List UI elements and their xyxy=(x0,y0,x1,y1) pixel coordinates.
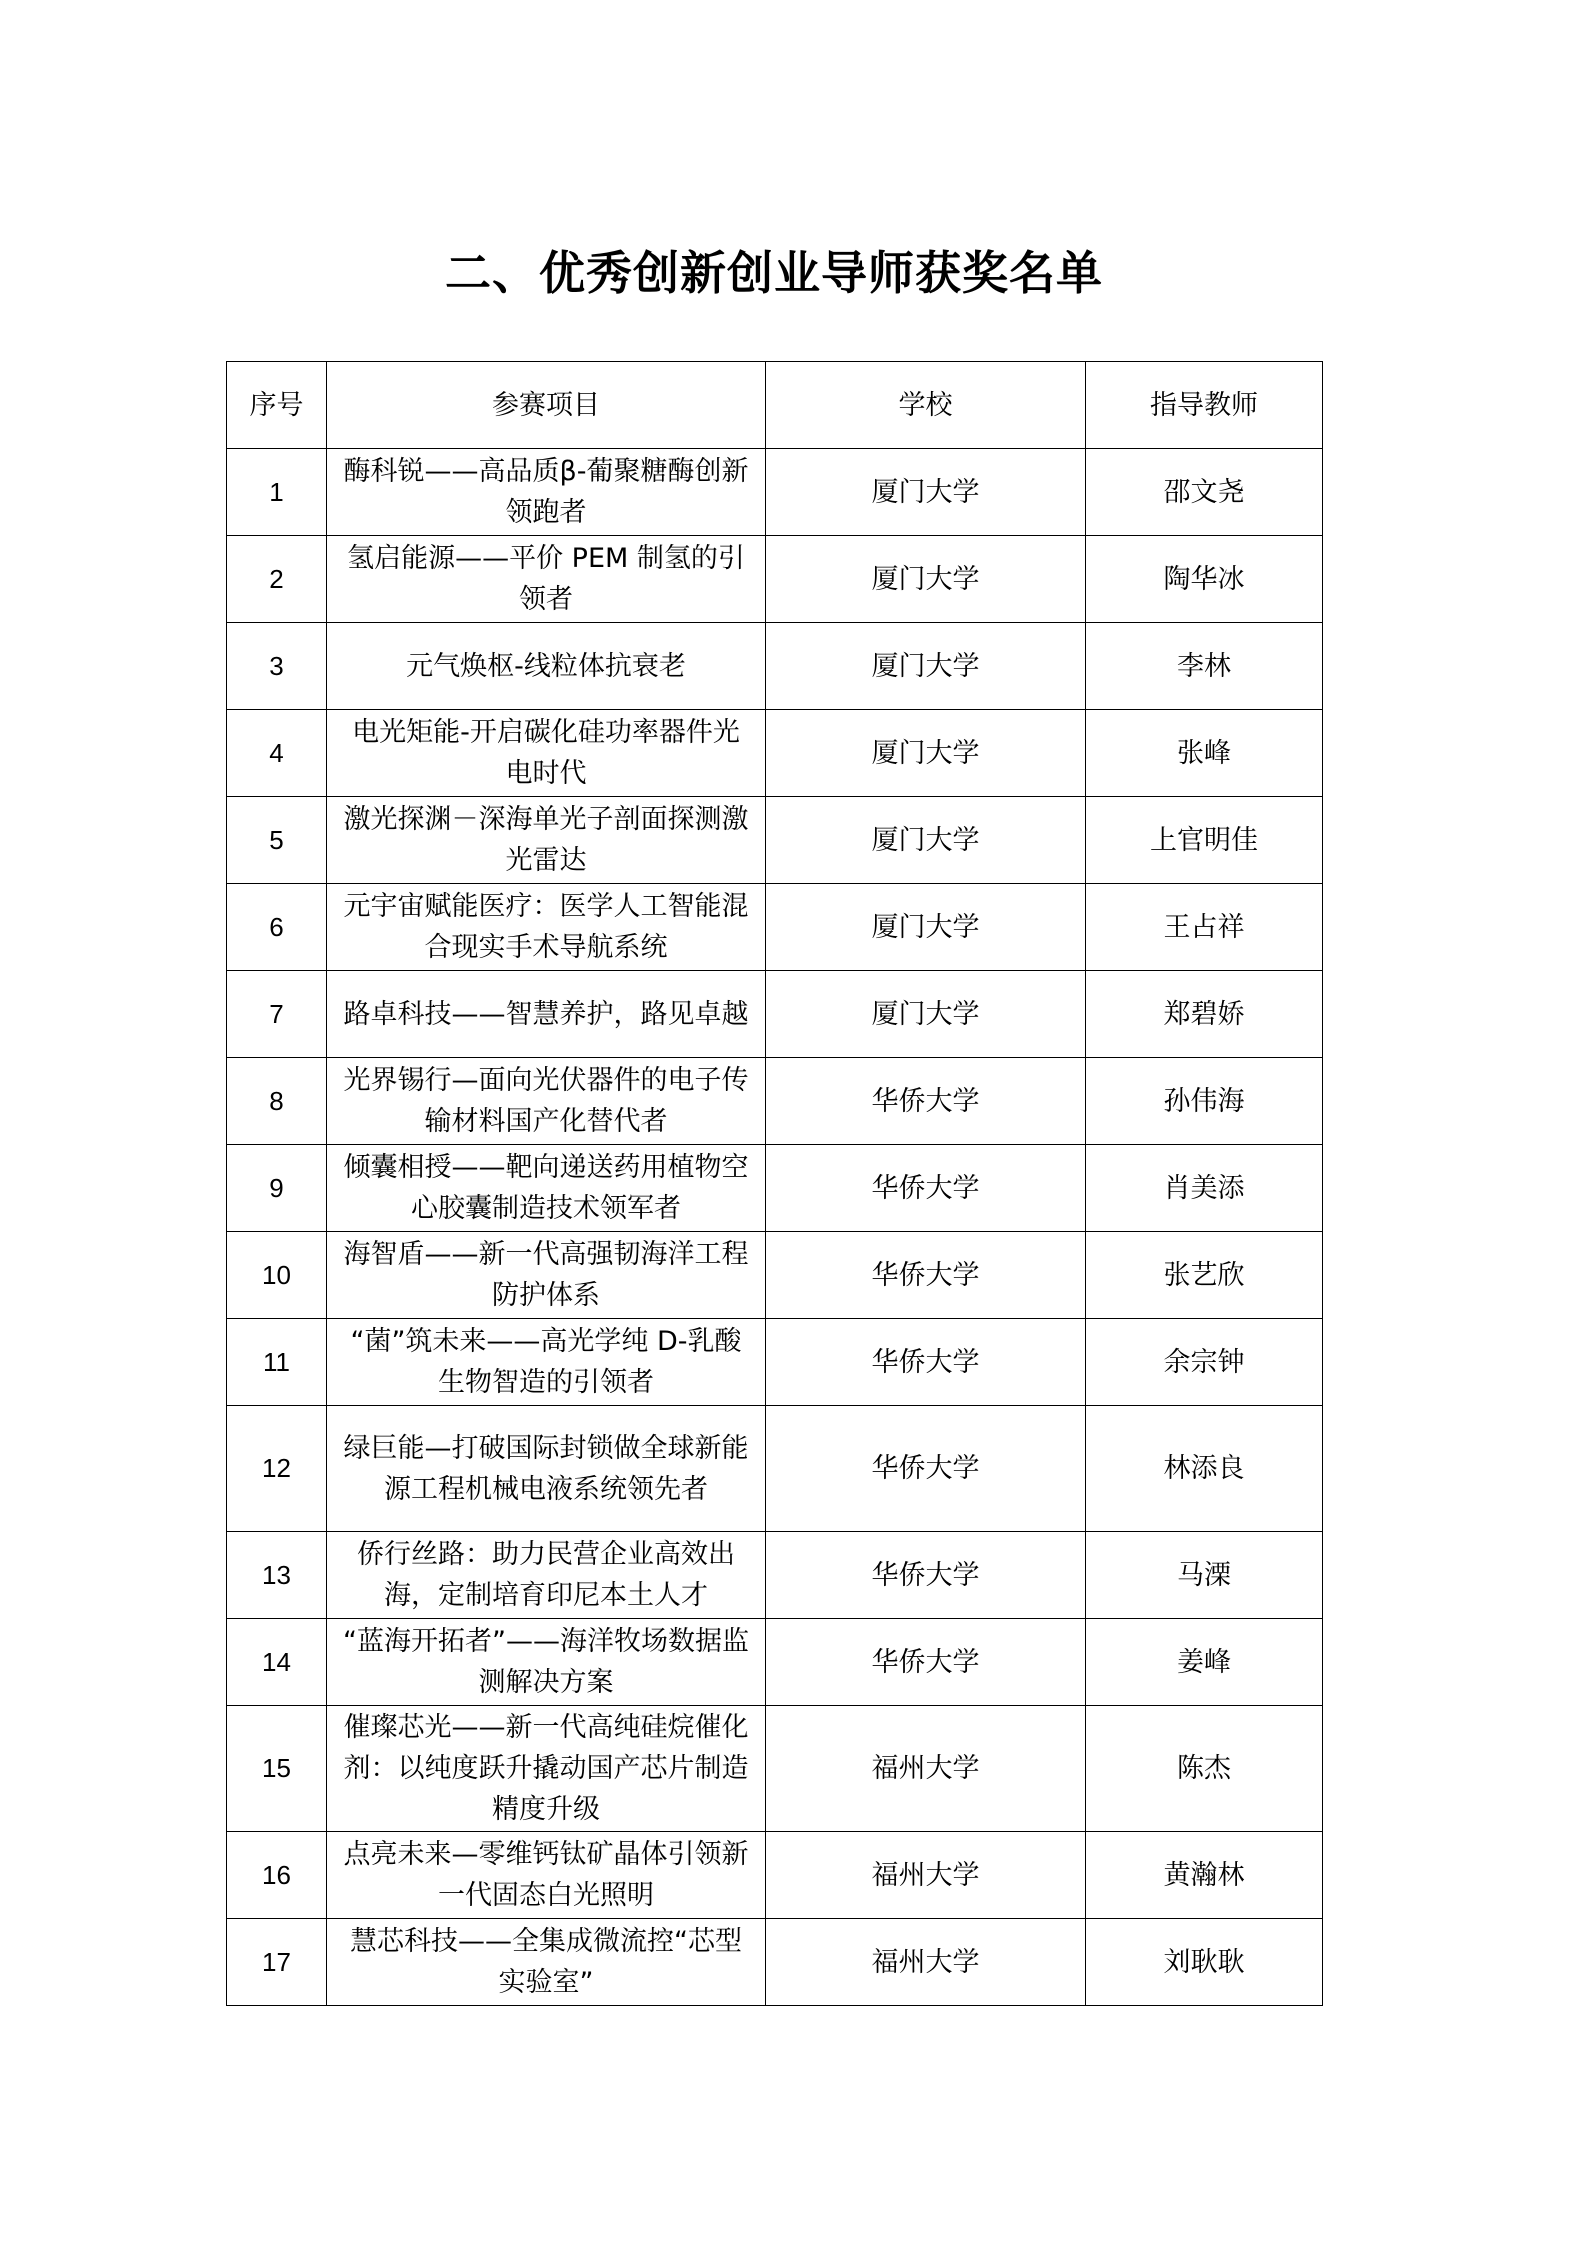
row-number: 17 xyxy=(227,1919,327,2006)
row-number: 9 xyxy=(227,1145,327,1232)
mentor-name: 刘耿耿 xyxy=(1086,1919,1323,2006)
project-name: 催璨芯光——新一代高纯硅烷催化剂：以纯度跃升撬动国产芯片制造精度升级 xyxy=(327,1706,766,1832)
table-row xyxy=(227,1058,1323,1145)
row-number: 13 xyxy=(227,1532,327,1619)
table-row xyxy=(227,1406,1323,1532)
school-name: 福州大学 xyxy=(766,1832,1086,1919)
project-name: 倾囊相授——靶向递送药用植物空心胶囊制造技术领军者 xyxy=(327,1145,766,1232)
project-name: 光界锡行—面向光伏器件的电子传输材料国产化替代者 xyxy=(327,1058,766,1145)
mentor-name: 上官明佳 xyxy=(1086,797,1323,884)
project-name: 电光矩能-开启碳化硅功率器件光电时代 xyxy=(327,710,766,797)
table-row xyxy=(227,1232,1323,1319)
project-name: 慧芯科技——全集成微流控“芯型实验室” xyxy=(327,1919,766,2006)
project-name: 路卓科技——智慧养护，路见卓越 xyxy=(327,971,766,1058)
row-number: 4 xyxy=(227,710,327,797)
school-name: 福州大学 xyxy=(766,1919,1086,2006)
school-name: 厦门大学 xyxy=(766,623,1086,710)
mentor-name: 余宗钟 xyxy=(1086,1319,1323,1406)
school-name: 福州大学 xyxy=(766,1706,1086,1832)
school-name: 厦门大学 xyxy=(766,971,1086,1058)
project-name: 点亮未来—零维钙钛矿晶体引领新一代固态白光照明 xyxy=(327,1832,766,1919)
table-row xyxy=(227,1319,1323,1406)
school-name: 华侨大学 xyxy=(766,1319,1086,1406)
header-mentor: 指导教师 xyxy=(1086,362,1323,449)
project-name: 氢启能源——平价 PEM 制氢的引领者 xyxy=(327,536,766,623)
mentor-name: 张峰 xyxy=(1086,710,1323,797)
row-number: 15 xyxy=(227,1706,327,1832)
table-row xyxy=(227,1619,1323,1706)
row-number: 12 xyxy=(227,1406,327,1532)
school-name: 厦门大学 xyxy=(766,797,1086,884)
table-row xyxy=(227,1706,1323,1832)
row-number: 1 xyxy=(227,449,327,536)
mentor-name: 孙伟海 xyxy=(1086,1058,1323,1145)
mentor-name: 郑碧娇 xyxy=(1086,971,1323,1058)
row-number: 8 xyxy=(227,1058,327,1145)
mentor-name: 陶华冰 xyxy=(1086,536,1323,623)
mentor-name: 肖美添 xyxy=(1086,1145,1323,1232)
mentor-name: 马溧 xyxy=(1086,1532,1323,1619)
school-name: 厦门大学 xyxy=(766,710,1086,797)
project-name: 酶科锐——高品质β-葡聚糖酶创新领跑者 xyxy=(327,449,766,536)
mentor-name: 姜峰 xyxy=(1086,1619,1323,1706)
school-name: 华侨大学 xyxy=(766,1532,1086,1619)
table-header-row xyxy=(227,362,1323,449)
row-number: 3 xyxy=(227,623,327,710)
award-table xyxy=(226,361,1323,2006)
row-number: 7 xyxy=(227,971,327,1058)
row-number: 16 xyxy=(227,1832,327,1919)
table-row xyxy=(227,623,1323,710)
header-school: 学校 xyxy=(766,362,1086,449)
row-number: 6 xyxy=(227,884,327,971)
school-name: 厦门大学 xyxy=(766,884,1086,971)
table-row xyxy=(227,1532,1323,1619)
school-name: 华侨大学 xyxy=(766,1058,1086,1145)
school-name: 厦门大学 xyxy=(766,449,1086,536)
school-name: 华侨大学 xyxy=(766,1619,1086,1706)
row-number: 11 xyxy=(227,1319,327,1406)
row-number: 5 xyxy=(227,797,327,884)
project-name: 元宇宙赋能医疗：医学人工智能混合现实手术导航系统 xyxy=(327,884,766,971)
header-project: 参赛项目 xyxy=(327,362,766,449)
mentor-name: 李林 xyxy=(1086,623,1323,710)
table-row xyxy=(227,449,1323,536)
table-row xyxy=(227,797,1323,884)
row-number: 2 xyxy=(227,536,327,623)
school-name: 厦门大学 xyxy=(766,536,1086,623)
project-name: “蓝海开拓者”——海洋牧场数据监测解决方案 xyxy=(327,1619,766,1706)
school-name: 华侨大学 xyxy=(766,1232,1086,1319)
header-seq: 序号 xyxy=(227,362,327,449)
table-row xyxy=(227,971,1323,1058)
table-row xyxy=(227,1919,1323,2006)
page-title: 二、优秀创新创业导师获奖名单 xyxy=(445,246,1103,300)
project-name: “菌”筑未来——高光学纯 D-乳酸生物智造的引领者 xyxy=(327,1319,766,1406)
table-row xyxy=(227,884,1323,971)
mentor-name: 林添良 xyxy=(1086,1406,1323,1532)
mentor-name: 张艺欣 xyxy=(1086,1232,1323,1319)
school-name: 华侨大学 xyxy=(766,1406,1086,1532)
school-name: 华侨大学 xyxy=(766,1145,1086,1232)
table-row xyxy=(227,710,1323,797)
table-row xyxy=(227,536,1323,623)
mentor-name: 王占祥 xyxy=(1086,884,1323,971)
project-name: 元气焕枢-线粒体抗衰老 xyxy=(327,623,766,710)
table-row xyxy=(227,1145,1323,1232)
mentor-name: 邵文尧 xyxy=(1086,449,1323,536)
row-number: 10 xyxy=(227,1232,327,1319)
project-name: 激光探渊－深海单光子剖面探测激光雷达 xyxy=(327,797,766,884)
project-name: 侨行丝路：助力民营企业高效出海，定制培育印尼本土人才 xyxy=(327,1532,766,1619)
project-name: 绿巨能—打破国际封锁做全球新能源工程机械电液系统领先者 xyxy=(327,1406,766,1532)
project-name: 海智盾——新一代高强韧海洋工程防护体系 xyxy=(327,1232,766,1319)
mentor-name: 陈杰 xyxy=(1086,1706,1323,1832)
mentor-name: 黄瀚林 xyxy=(1086,1832,1323,1919)
row-number: 14 xyxy=(227,1619,327,1706)
table-row xyxy=(227,1832,1323,1919)
